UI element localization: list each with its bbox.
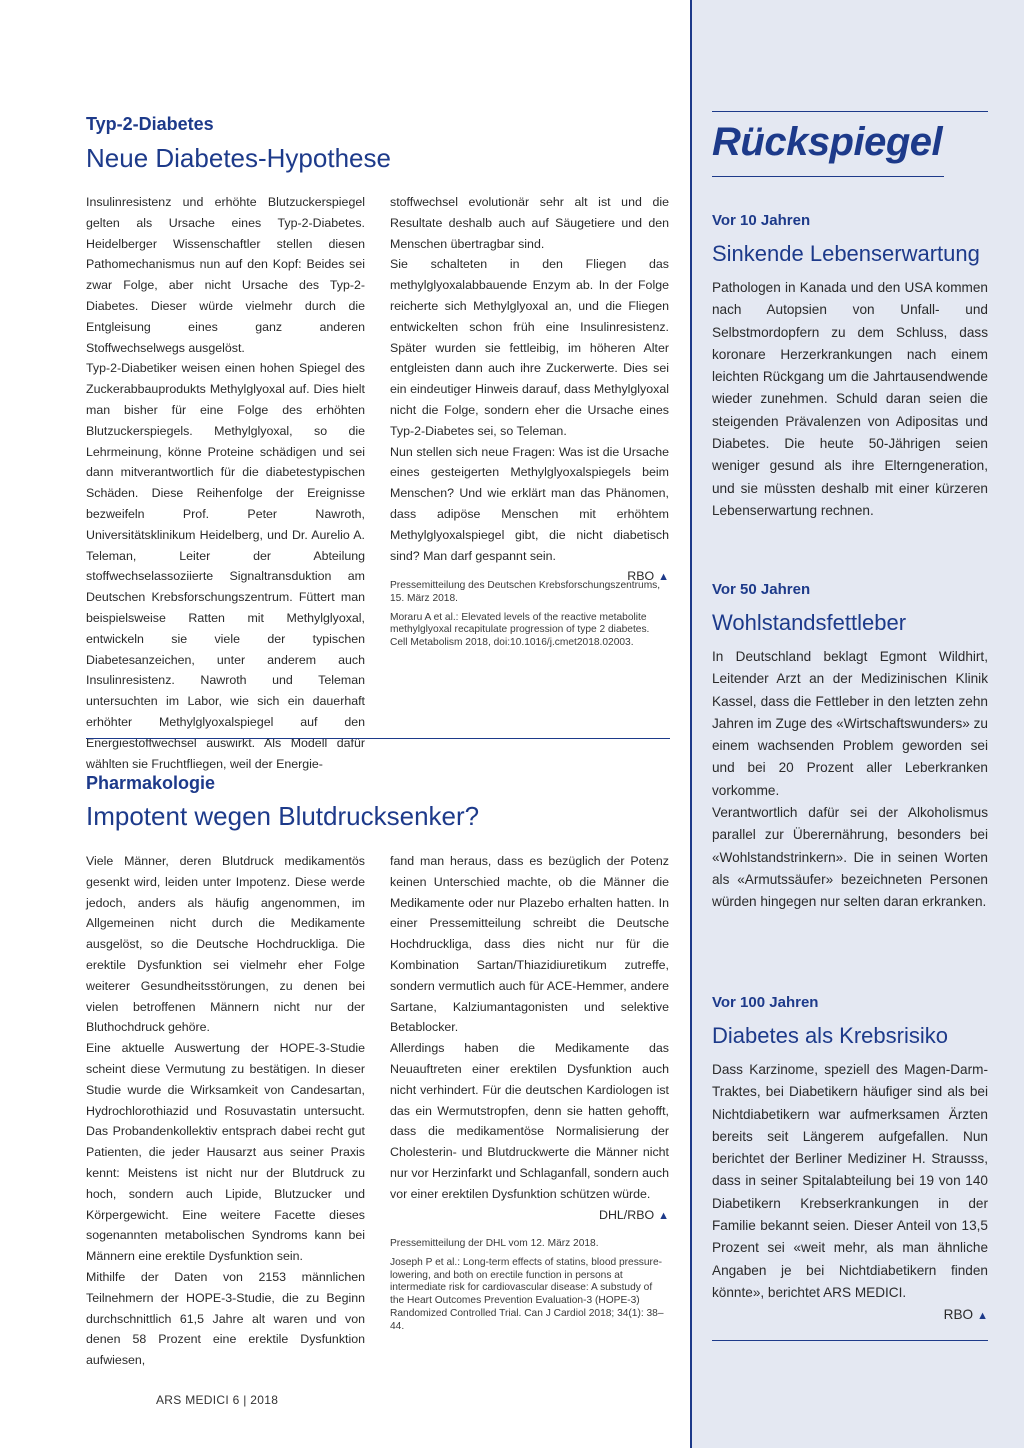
- article1-references: [390, 580, 669, 656]
- paragraph: Allerdings haben die Medikamente das Neuauftreten einer erektilen Dysfunktion auch nicht verhindert. Für die deutschen Kardiologen ist das ein Wermutstropfen, denn sie hatten gehofft, dass die medikamentöse Normalisierung der Cholesterin- und Blutdruckwerte die Männer nicht nur vor Herzinfarkt und Schlaganfall, sondern auch vor einer erektilen Dysfunktion schützen würde.: [390, 1041, 669, 1201]
- article2-references: [390, 1238, 669, 1340]
- paragraph: fand man heraus, dass es bezüglich der Potenz keinen Unterschied machte, ob die Männer die Medikamente oder nur Plazebo erhalten hatten. In einer Pressemitteilung schreibt die Deutsche Hochdruckliga, dass dies nicht nur für die Kombination Sartan/Thiazidiuretikum zutreffe, sondern vermutlich auch für ACE-Hemmer, andere Sartane, Kalziumantagonisten und selektive Betablocker.: [390, 854, 669, 1035]
- paragraph: In Deutschland beklagt Egmont Wildhirt, Leitender Arzt an der Medizinischen Klinik Kassel, dass die Fettleber in den letzten zehn Jahren im Zuge des «Wirtschaftswunders» zu einem wachsenden Problem geworden sei und bei 20 Prozent aller Leberkranken vorkomme.: [712, 649, 988, 798]
- article2-kicker: Pharmakologie: [86, 773, 216, 793]
- sidebar-item-title: Diabetes als Krebsrisiko: [712, 1023, 948, 1048]
- signature-text: DHL/RBO: [599, 1207, 655, 1222]
- sidebar-item-kicker: Vor 50 Jahren: [712, 581, 811, 598]
- paragraph: Viele Männer, deren Blutdruck medikamentös gesenkt wird, leiden unter Impotenz. Diese werde jedoch, anders als häufig angenommen, im Allgemeinen nicht durch die Medikamente ausgelöst, so die Deutsche Hochdruckliga. Die erektile Dysfunktion sei vielmehr eher Folge weiterer Gesundheitsstörungen, zu denen bei vielen betroffenen Männern nicht nur der Bluthochdruck gehöre.: [86, 854, 365, 1035]
- reference: Pressemitteilung des Deutschen Krebsforschungszentrums, 15. März 2018.: [390, 580, 661, 604]
- article1-kicker: Typ-2-Diabetes: [86, 114, 214, 134]
- sidebar-rueckspiegel: [690, 0, 1024, 1448]
- reference: Joseph P et al.: Long-term effects of statins, blood pressure-lowering, and both on erectile function in persons at intermediate risk for cardiovascular disease: A substudy of the Heart Outcomes Prevention Evaluation-3 (HOPE-3) Randomized Controlled Trial. Can J Cardiol 2018; 34(1): 38–44.: [390, 1256, 664, 1332]
- section-divider: [86, 738, 670, 739]
- article2-column-1: [86, 851, 365, 1371]
- article2-signature: [390, 1205, 669, 1227]
- signature-text: RBO: [943, 1307, 974, 1323]
- paragraph: Typ-2-Diabetiker weisen einen hohen Spiegel des Zuckerabbauprodukts Methylglyoxal auf. Dies hielt man bisher für eine Folge des erhöhten Blutzuckerspiegels. Methylglyoxal, so die Lehrmeinung, könne Proteine schädigen und sei dann mitverantwortlich für die diabetestypischen Schäden. Diese Reihenfolge der Ereignisse bezweifeln Prof. Peter Nawroth, Universitätsklinikum Heidelberg, und Dr. Aurelio A. Teleman, Leiter der Abteilung stoffwechselassoziierte Signaltransduktion am Deutschen Krebsforschungszentrum. Füttert man beispielsweise Ratten mit Methylglyoxal, entwickeln sie viele der typischen Diabetesanzeichen, unter anderem auch Insulinresistenz. Nawroth und Teleman untersuchten im Labor, wie sich ein dauerhaft erhöhter Methylglyoxalspiegel auf den Energiestoffwechsel auswirkt. Als Modell dafür wählten sie Fruchtfliegen, weil der Energie-: [86, 361, 365, 771]
- paragraph: stoffwechsel evolutionär sehr alt ist und die Resultate deshalb auch auf Säugetiere und den Menschen übertragbar sind.: [390, 195, 669, 251]
- article1-column-2: [390, 192, 669, 588]
- reference: Moraru A et al.: Elevated levels of the reactive metabolite methylglyoxal recapitulate progression of type 2 diabetes. Cell Metabolism 2018, doi:10.1016/j.cmet2018.02003.: [390, 611, 650, 649]
- sidebar-item-kicker: Vor 10 Jahren: [712, 212, 811, 229]
- paragraph: Eine aktuelle Auswertung der HOPE-3-Studie scheint diese Vermutung zu bestätigen. In dieser Studie wurde die Wirksamkeit von Candesartan, Hydrochlorothiazid und Rosuvastatin untersucht. Das Probandenkollektiv entsprach dabei recht gut Patienten, die jeder Hausarzt aus seiner Praxis kennt: Meistens ist nicht nur der Blutdruck zu hoch, sondern auch Lipide, Blutzucker und Körpergewicht. Eine weitere Facette dieses sogenannten metabolischen Syndroms kann bei Männern eine erektile Dysfunktion sein.: [86, 1041, 365, 1264]
- sidebar-item-kicker: Vor 100 Jahren: [712, 994, 819, 1011]
- sidebar-item-text: [712, 646, 988, 914]
- sidebar-top-rule: [712, 111, 988, 112]
- sidebar-item-text: [712, 277, 988, 522]
- paragraph: Insulinresistenz und erhöhte Blutzuckerspiegel gelten als Ursache eines Typ-2-Diabetes. Heidelberger Wissenschaftler stellen diesen Pathomechanismus nun auf den Kopf: Beides sei zwar Folge, aber nicht Ursache des Typ-2-Diabetes. Dieser würde vielmehr durch die Entgleisung eines ganz anderen Stoffwechselwegs ausgelöst.: [86, 195, 365, 355]
- triangle-icon: ▲: [658, 1209, 669, 1222]
- reference: Pressemitteilung der DHL vom 12. März 2018.: [390, 1238, 599, 1249]
- article2-column-2: [390, 851, 669, 1226]
- article1-title: Neue Diabetes-Hypothese: [86, 143, 391, 173]
- paragraph: Sie schalteten in den Fliegen das methylglyoxalabbauende Enzym ab. In der Folge reicherte sich Methylglyoxal an, und die Fliegen entwickelten schon früh eine Insulinresistenz. Später wurden sie fettleibig, im höheren Alter entgleisten dann auch ihre Zuckerwerte. Dies sei ein eindeutiger Hinweis darauf, dass Methylglyoxal nicht die Folge, sondern eher die Ursache eines Typ-2-Diabetes sei, so Teleman.: [390, 257, 669, 438]
- paragraph: Verantwortlich dafür sei der Alkoholismus parallel zur Überernährung, besonders bei «Wohlstandstrinkern». Die in seinen Worten als «Armutssäufer» bezeichneten Personen würden hingegen nur selten daran erkranken.: [712, 805, 988, 910]
- signature-text: RBO: [627, 569, 655, 584]
- article1-column-1: [86, 192, 365, 774]
- paragraph: Dass Karzinome, speziell des Magen-Darm-Traktes, bei Diabetikern häufiger sind als bei Nichtdiabetikern war aufmerksamen Ärzten bereits seit Längerem aufgefallen. Nun berichtet der Berliner Mediziner H. Strausss, dass in seiner Spitalabteilung bei 19 von 140 Diabetikern Krebserkrankungen in der Familie bekannt seien. Dieser Anteil von 13,5 Prozent sei «weit mehr, als man ähnliche Angaben je bei Nichtdiabetikern finden könnte», berichtet ARS MEDICI.: [712, 1062, 988, 1300]
- article2-title: Impotent wegen Blutdrucksenker?: [86, 801, 480, 831]
- sidebar-bottom-rule: [712, 1340, 988, 1341]
- sidebar-item-title: Wohlstandsfettleber: [712, 610, 907, 635]
- triangle-icon: ▲: [977, 1310, 988, 1323]
- page-footer: ARS MEDICI 6 | 2018: [156, 1393, 279, 1407]
- sidebar-item-title: Sinkende Lebenserwartung: [712, 241, 980, 266]
- sidebar-title-rule: [712, 176, 944, 177]
- paragraph: Pathologen in Kanada und den USA kommen nach Autopsien von Unfall- und Selbstmordopfern zu dem Schluss, dass koronare Herzerkrankungen nach einem leichten Rückgang um die Jahrtausendwende wieder zunehmen. Schuld daran seien die steigenden Prävalenzen von Adipositas und Diabetes. Die heute 50-Jährigen seien weniger gesund als ihre Elterngeneration, und sie müssten deshalb mit einer kürzeren Lebenserwartung rechnen.: [712, 280, 988, 518]
- sidebar-signature: [712, 1304, 988, 1327]
- paragraph: Nun stellen sich neue Fragen: Was ist die Ursache eines gesteigerten Methylglyoxalspiegels beim Menschen? Und wie erklärt man das Phänomen, dass adipöse Menschen mit erhöhtem Methylglyoxalspiegel gibt, die nicht diabetisch sind? Man darf gespannt sein.: [390, 444, 669, 563]
- paragraph: Mithilfe der Daten von 2153 männlichen Teilnehmern der HOPE-3-Studie, die zu Beginn durchschnittlich 61,5 Jahre alt waren und von denen 58 Prozent eine erektile Dysfunktion aufwiesen,: [86, 1269, 365, 1368]
- triangle-icon: ▲: [658, 571, 669, 584]
- sidebar-item-text: [712, 1059, 988, 1328]
- sidebar-title: Rückspiegel: [712, 120, 943, 164]
